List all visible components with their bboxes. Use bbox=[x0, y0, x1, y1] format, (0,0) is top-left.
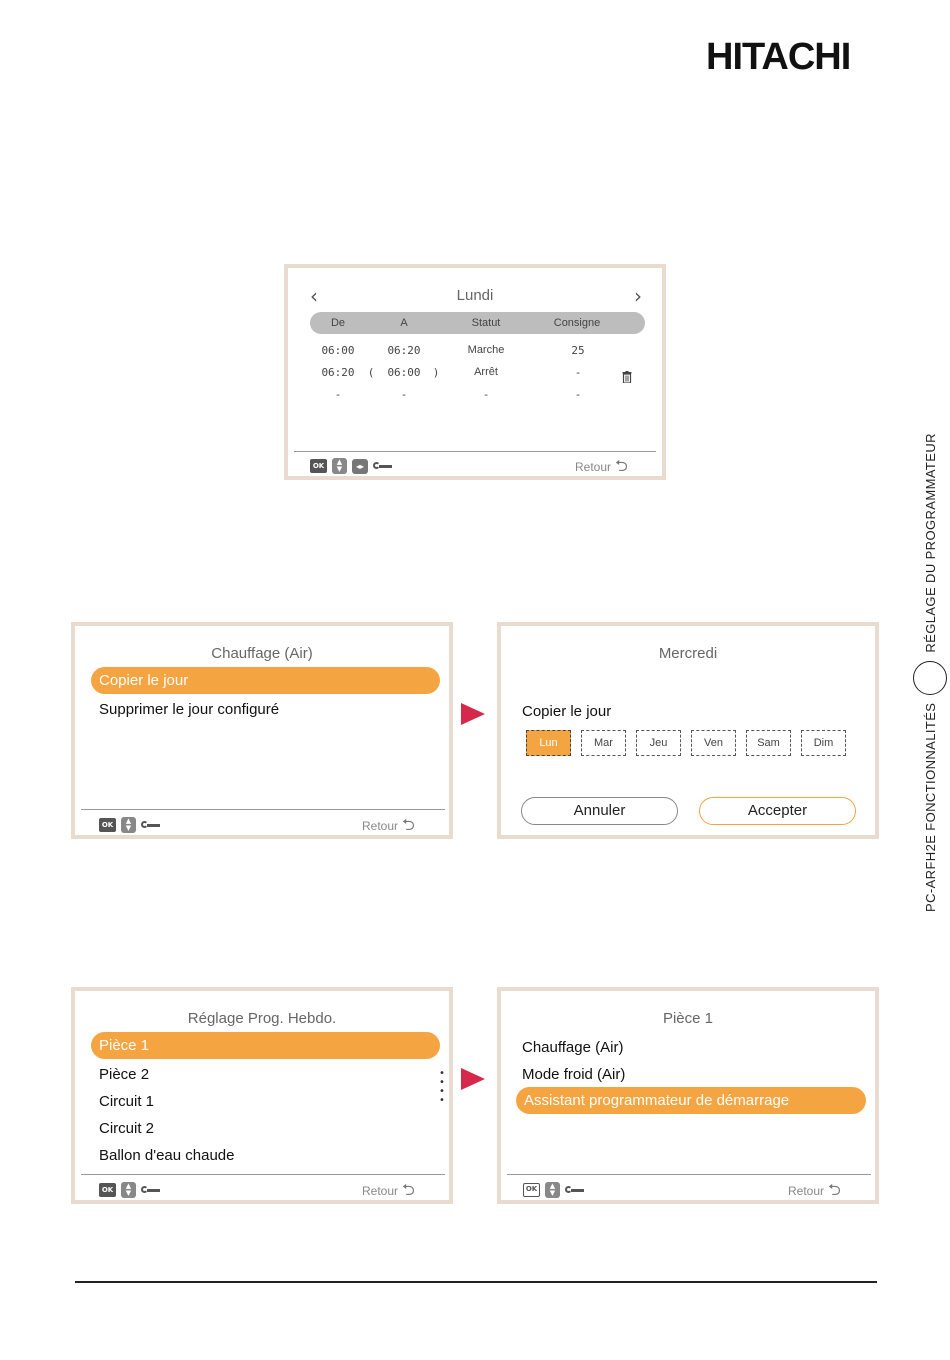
back-label: Retour bbox=[788, 1184, 825, 1198]
chauffage-menu-screen bbox=[71, 622, 453, 839]
menu-item-circuit-1[interactable]: Circuit 1 bbox=[99, 1093, 155, 1110]
cell-consigne: - bbox=[574, 366, 582, 379]
cell-consigne: 25 bbox=[571, 344, 585, 357]
day-mar[interactable]: Mar bbox=[581, 730, 626, 756]
back-icon: ⮌ bbox=[828, 1182, 841, 1199]
up-down-icon[interactable]: ▲ ▼ bbox=[332, 458, 347, 474]
bottom-icon-bar bbox=[523, 1182, 585, 1198]
bottom-icon-bar bbox=[310, 458, 393, 474]
back-icon: ⮌ bbox=[402, 817, 415, 834]
side-label-right: RÉGLAGE DU PROGRAMMATEUR bbox=[922, 433, 938, 653]
paren-open: ( bbox=[367, 366, 375, 379]
cancel-button[interactable]: Annuler bbox=[521, 797, 678, 825]
up-down-icon[interactable]: ▲ ▼ bbox=[121, 817, 136, 833]
copy-day-label: Copier le jour bbox=[522, 703, 612, 720]
menu-item-chauffage[interactable]: Chauffage (Air) bbox=[522, 1039, 624, 1056]
col-header-consigne: Consigne bbox=[553, 317, 601, 329]
screen-title: Chauffage (Air) bbox=[211, 645, 313, 662]
cell-de: 06:20 bbox=[321, 366, 355, 379]
up-down-icon[interactable]: ▲ ▼ bbox=[545, 1182, 560, 1198]
wrench-icon[interactable] bbox=[141, 819, 161, 831]
chevron-left-icon[interactable]: ‹ bbox=[310, 284, 318, 308]
schedule-screen bbox=[284, 264, 666, 480]
day-ven[interactable]: Ven bbox=[691, 730, 736, 756]
bottom-icon-bar bbox=[99, 1182, 161, 1198]
accept-button[interactable]: Accepter bbox=[699, 797, 856, 825]
bottom-icon-bar bbox=[99, 817, 161, 833]
day-sam[interactable]: Sam bbox=[746, 730, 791, 756]
brand-logo: HITACHI bbox=[706, 36, 851, 78]
wrench-icon[interactable] bbox=[141, 1184, 161, 1196]
cell-statut: Arrêt bbox=[474, 366, 498, 378]
screen-title: Pièce 1 bbox=[662, 1010, 714, 1027]
flow-arrow-icon bbox=[461, 703, 485, 725]
menu-item-ballon[interactable]: Ballon d'eau chaude bbox=[99, 1147, 235, 1164]
menu-item-assistant[interactable]: Assistant programmateur de démarrage bbox=[516, 1087, 866, 1114]
chevron-right-icon[interactable]: › bbox=[634, 284, 642, 308]
ok-icon[interactable]: OK bbox=[99, 1183, 116, 1197]
footer-rule bbox=[75, 1281, 877, 1283]
back-button[interactable] bbox=[362, 819, 415, 833]
side-label-left: PC-ARFH2E FONCTIONNALITÉS bbox=[922, 702, 938, 912]
cell-statut: - bbox=[482, 388, 490, 401]
screen-title: Lundi bbox=[456, 287, 494, 304]
back-label: Retour bbox=[362, 819, 399, 833]
side-label bbox=[913, 433, 947, 912]
up-down-icon[interactable]: ▲ ▼ bbox=[121, 1182, 136, 1198]
back-button[interactable] bbox=[575, 460, 628, 474]
ok-icon[interactable]: OK bbox=[99, 818, 116, 832]
flow-arrow-icon bbox=[461, 1068, 485, 1090]
menu-item-piece-2[interactable]: Pièce 2 bbox=[99, 1066, 150, 1083]
cell-consigne: - bbox=[574, 388, 582, 401]
day-jeu[interactable]: Jeu bbox=[636, 730, 681, 756]
screen-title: Réglage Prog. Hebdo. bbox=[187, 1010, 337, 1027]
screen-title: Mercredi bbox=[658, 645, 718, 662]
cell-statut: Marche bbox=[467, 344, 505, 356]
back-icon: ⮌ bbox=[402, 1182, 415, 1199]
day-lun[interactable]: Lun bbox=[526, 730, 571, 756]
left-right-icon[interactable]: ◂▸ bbox=[352, 459, 368, 474]
day-dim[interactable]: Dim bbox=[801, 730, 846, 756]
menu-item-circuit-2[interactable]: Circuit 2 bbox=[99, 1120, 155, 1137]
menu-item-copier-jour[interactable]: Copier le jour bbox=[91, 667, 440, 694]
paren-close: ) bbox=[432, 366, 440, 379]
scroll-indicator[interactable]: • • • • bbox=[439, 1068, 445, 1106]
wrench-icon[interactable] bbox=[373, 460, 393, 472]
trash-icon[interactable] bbox=[622, 368, 632, 387]
weekly-program-screen bbox=[71, 987, 453, 1204]
cell-a: - bbox=[400, 388, 408, 401]
menu-item-piece-1[interactable]: Pièce 1 bbox=[91, 1032, 440, 1059]
cell-a: 06:00 bbox=[387, 366, 421, 379]
bottom-divider bbox=[81, 1174, 445, 1175]
wrench-icon[interactable] bbox=[565, 1184, 585, 1196]
back-label: Retour bbox=[362, 1184, 399, 1198]
back-icon: ⮌ bbox=[615, 458, 628, 475]
bottom-divider bbox=[81, 809, 445, 810]
cell-a: 06:20 bbox=[387, 344, 421, 357]
col-header-statut: Statut bbox=[471, 317, 501, 329]
back-button[interactable] bbox=[362, 1184, 415, 1198]
copy-day-screen bbox=[497, 622, 879, 839]
col-header-de: De bbox=[330, 317, 346, 329]
back-label: Retour bbox=[575, 460, 612, 474]
menu-item-mode-froid[interactable]: Mode froid (Air) bbox=[522, 1066, 626, 1083]
back-button[interactable] bbox=[788, 1184, 841, 1198]
bottom-divider bbox=[507, 1174, 871, 1175]
page-circle bbox=[913, 661, 947, 695]
cell-de: - bbox=[334, 388, 342, 401]
ok-icon[interactable]: OK bbox=[523, 1183, 540, 1197]
ok-icon[interactable]: OK bbox=[310, 459, 327, 473]
room-menu-screen bbox=[497, 987, 879, 1204]
cell-de: 06:00 bbox=[321, 344, 355, 357]
menu-item-supprimer-jour[interactable]: Supprimer le jour configuré bbox=[99, 701, 280, 718]
col-header-a: A bbox=[400, 317, 408, 329]
bottom-divider bbox=[294, 451, 656, 452]
